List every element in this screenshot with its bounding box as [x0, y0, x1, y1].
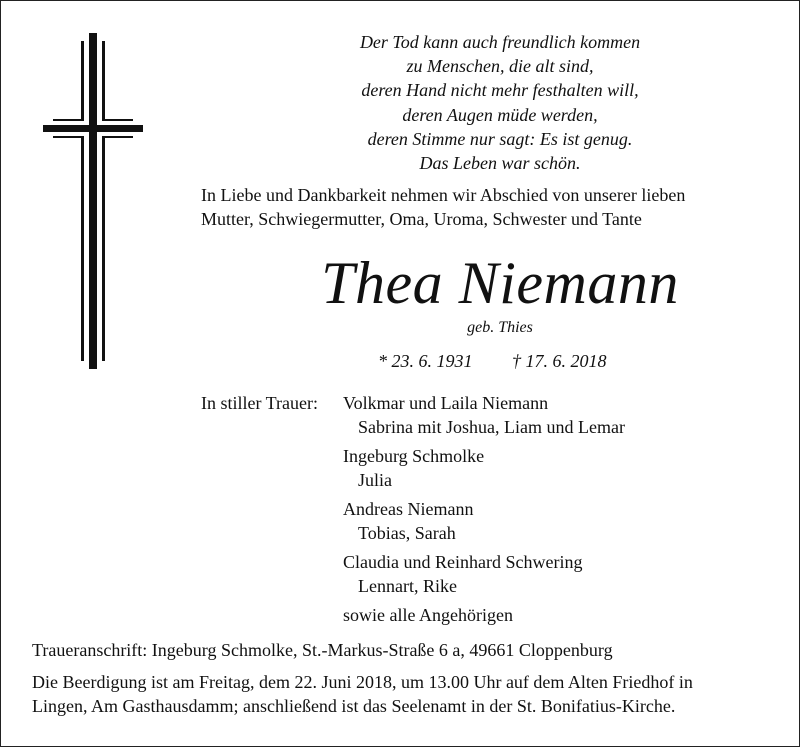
mourning-address: Traueranschrift: Ingeburg Schmolke, St.-Markus-Straße 6 a, 49661 Cloppenburg: [32, 640, 613, 660]
mourners-label: In stiller Trauer:: [201, 393, 318, 413]
intro-line: In Liebe und Dankbarkeit nehmen wir Abschied von unserer lieben: [201, 185, 686, 205]
intro-line: Mutter, Schwiegermutter, Oma, Uroma, Schwester und Tante: [201, 209, 642, 229]
mourners-list: [343, 391, 783, 632]
poem: [300, 30, 700, 175]
mourner-group: [343, 391, 783, 439]
mourner-closing: sowie alle Angehörigen: [343, 605, 513, 625]
funeral-line: Lingen, Am Gasthausdamm; anschließend ist das Seelenamt in der St. Bonifatius-Kirche.: [32, 696, 676, 716]
poem-line: Das Leben war schön.: [419, 153, 581, 174]
funeral-line: Die Beerdigung ist am Freitag, dem 22. Juni 2018, um 13.00 Uhr auf dem Alten Friedhof in: [32, 672, 693, 692]
poem-line: deren Stimme nur sagt: Es ist genug.: [367, 128, 633, 149]
mourner-main: Volkmar und Laila Niemann: [343, 393, 549, 413]
mourner-main: Claudia und Reinhard Schwering: [343, 552, 583, 572]
mourner-group: [343, 444, 783, 492]
mourner-sub: Julia: [358, 470, 392, 490]
maiden-name: geb. Thies: [467, 319, 533, 336]
death-date: † 17. 6. 2018: [512, 351, 607, 371]
deceased-name: Thea Niemann: [321, 250, 679, 316]
birth-date: * 23. 6. 1931: [378, 351, 473, 371]
mourner-main: Andreas Niemann: [343, 499, 474, 519]
poem-line: zu Menschen, die alt sind,: [406, 56, 594, 77]
cross-icon: [43, 33, 143, 369]
poem-line: deren Hand nicht mehr festhalten will,: [361, 80, 639, 101]
poem-line: deren Augen müde werden,: [402, 104, 598, 125]
mourner-sub: Tobias, Sarah: [358, 523, 456, 543]
mourner-sub: Sabrina mit Joshua, Liam und Lemar: [358, 417, 625, 437]
intro-text: [201, 183, 781, 231]
mourner-group: [343, 497, 783, 545]
funeral-info: [32, 670, 772, 718]
mourner-group: [343, 550, 783, 598]
poem-line: Der Tod kann auch freundlich kommen: [359, 32, 641, 52]
mourner-main: Ingeburg Schmolke: [343, 446, 485, 466]
mourner-sub: Lennart, Rike: [358, 576, 457, 596]
